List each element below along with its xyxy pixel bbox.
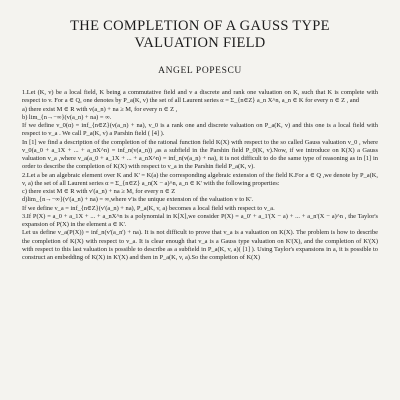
paragraph-2: 2.Let a be an algebraic element over K and K' = K(a) the corresponding algebraic extension of the field K.For a ∈ Q ,we denote by P_a(K, v, a) the set of all Laurent series α = Σ_{n∈Z} a_n(X − a)^n, a_n ∈ K' with the following properties:	[22, 171, 378, 187]
paragraph-gauss-valuation: In [1] we find a description of the completion of the rational function field K(X) with respect to the so called Gauss valuation v_0 , where v_0(a_0 + a_1X + ... + a_nX^n) = inf_n(v(a_n)) ,as a subfield in the Parshin field P_0(K, v).Now, if we introduce on K(X) a Gauss valuation v_a ,where v_a(a_0 + a_1X + ... + a_nX^n) = inf_n(v(a_n) + na), it is not difficult to do the same type of reasoning as in [1] in order to describe the completion of K(X) with respect to v_a in the Parshin field P_a(K, v).	[22, 138, 378, 171]
title-line-2: VALUATION FIELD	[134, 35, 266, 51]
condition-b: b) lim_{n→−∞}(v(a_n) + na) = ∞.	[22, 113, 112, 121]
condition-d: d)lim_{n→−∞}(v'(a_n) + na) = ∞,where v'is the unique extension of the valuation v to K'.	[22, 196, 254, 204]
paper-title	[22, 18, 378, 52]
author-name: ANGEL POPESCU	[158, 66, 242, 76]
paragraph-valuation-definition: If we define v_0(α) = inf_{n∈Z}(v(a_n) + na), v_0 is a rank one and discrete valuation on P_a(K, v) and this one is a local field with respect to v_a . We call P_a(K, v) a Parshin field ( [4] ).	[22, 122, 378, 138]
paragraph-completion: Let us define v_a(P(X)) = inf_n(v'(a_n') + na). It is not difficult to prove that v_a is a valuation on K(X). The problem is how to describe the completion of K(X) with respect to v_a. It is clear enough that v_a is a Gauss type valuation on K'(X), and the completion of K'(X) with respect to this last valuation is possible to describe as a subfield in P_a(K, v, a)( [1] ). Using Taylor's expansions in a, it is possible to construct an embedding of K(X) in K'(X) and then in P_a(K, v, a).So the completion of K(X)	[22, 229, 378, 261]
paper-body	[22, 89, 378, 262]
condition-a: a) there exist M ∈ R with v(a_n) + na ≥ M, for every n ∈ Z ,	[22, 105, 178, 113]
title-line-1: THE COMPLETION OF A GAUSS TYPE	[70, 18, 330, 34]
condition-c: c) there exist M ∈ R with v'(a_n) + na ≥ M, for every n ∈ Z	[22, 188, 176, 195]
paragraph-3: 3.If P(X) = a_0 + a_1X + ... + a_nX^n is a polynomial in K[X],we consider P(X) = a_0' + a_1'(X − a) + ... + a_n'(X − a)^n , the Taylor's expansion of P(X) in the element a ∈ K'.	[22, 212, 378, 228]
paragraph-1: 1.Let (K, v) be a local field, K being a commutative field and v a discrete and rank one valuation on K, such that K is complete with respect to v. For a ∈ Q, one denotes by P_a(K, v) the set of all Laurent series α = Σ_{n∈Z} a_n X^n, a_n ∈ K for every n ∈ Z , and	[22, 89, 378, 105]
paragraph-local-field: If we define v_a = inf_{n∈Z}(v'(a_n) + na), P_a(K, v, a) becomes a local field with respect to v_a.	[22, 204, 275, 212]
